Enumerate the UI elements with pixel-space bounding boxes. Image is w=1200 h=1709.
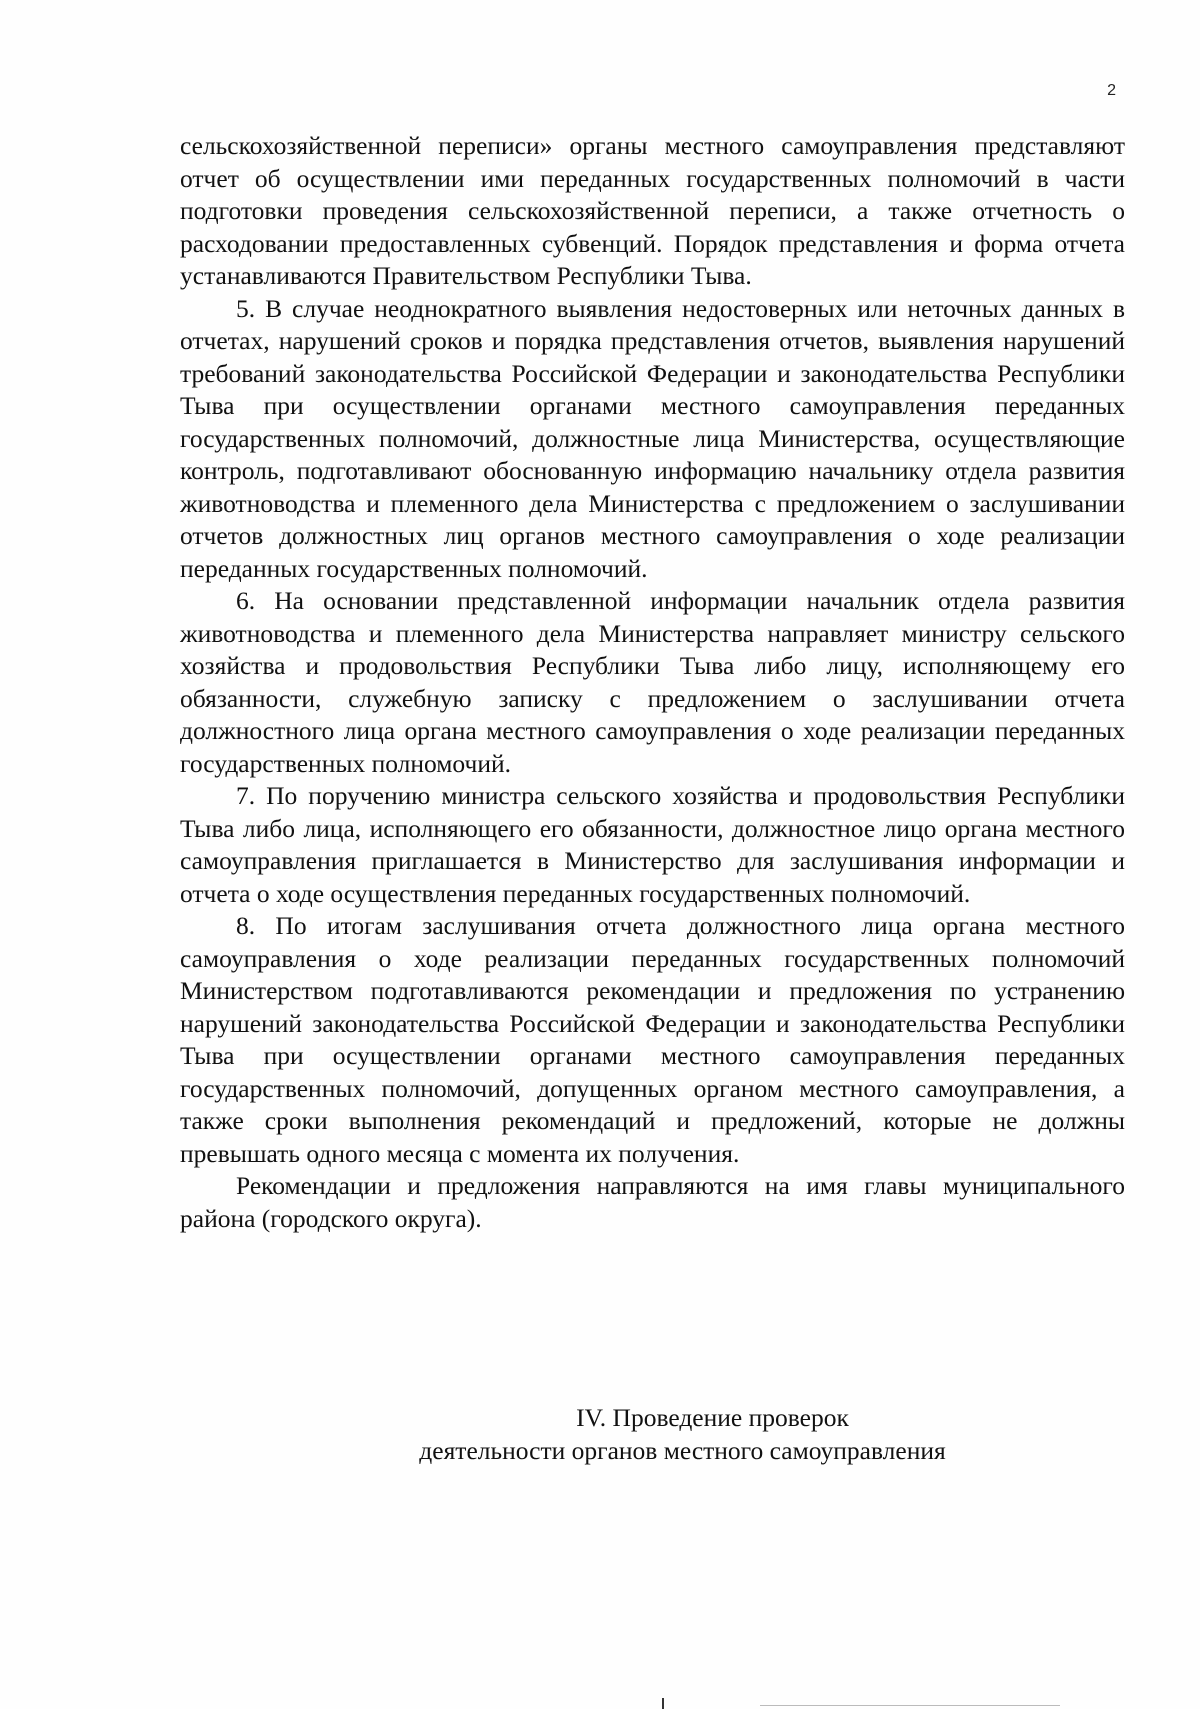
- paragraph-5: 5. В случае неоднократного выявления недостоверных или неточных данных в отчетах, нарушений сроков и порядка представления отчетов, выявления нарушений требований законодательства Российской Федерации и законодательства Республики Тыва при осуществлении органами местного самоуправления переданных государственных полномочий, должностные лица Министерства, осуществляющие контроль, подготавливают обоснованную информацию начальнику отдела развития животноводства и племенного дела Министерства с предложением о заслушивании отчетов должностных лиц органов местного самоуправления о ходе реализации переданных государственных полномочий.: [180, 293, 1125, 583]
- section-subtitle: деятельности органов местного самоуправления: [419, 1435, 946, 1465]
- paragraph-recommendations: Рекомендации и предложения направляются на имя главы муниципального района (городского округа).: [180, 1171, 1125, 1233]
- paragraph-6: 6. На основании представленной информации начальник отдела развития животноводства и племенного дела Министерства направляет министру сельского хозяйства и продовольствия Республики Тыва либо лицу, исполняющему его обязанности, служебную записку с предложением о заслушивании отчета должностного лица органа местного самоуправления о ходе реализации переданных государственных полномочий.: [180, 586, 1125, 778]
- paragraph-7: 7. По поручению министра сельского хозяйства и продовольствия Республики Тыва либо лица, исполняющего его обязанности, должностное лицо органа местного самоуправления приглашается в Министерство для заслушивания информации и отчета о ходе осуществления переданных государственных полномочий.: [180, 781, 1125, 908]
- scan-artifact-mark: [662, 1698, 664, 1709]
- document-body: [180, 130, 1125, 1235]
- page-number: 2: [1107, 82, 1116, 99]
- scan-artifact-line: [760, 1705, 1060, 1706]
- section-title: IV. Проведение проверок: [576, 1403, 849, 1432]
- section-heading: [180, 1402, 1125, 1467]
- paragraph-continuation: сельскохозяйственной переписи» органы местного самоуправления представляют отчет об осуществлении ими переданных государственных полномочий в части подготовки проведения сельскохозяйственной переписи, а также отчетность о расходовании предоставленных субвенций. Порядок представления и форма отчета устанавливаются Правительством Республики Тыва.: [180, 131, 1125, 290]
- paragraph-8: 8. По итогам заслушивания отчета должностного лица органа местного самоуправления о ходе реализации переданных государственных полномочий Министерством подготавливаются рекомендации и предложения по устранению нарушений законодательства Российской Федерации и законодательства Республики Тыва при осуществлении органами местного самоуправления переданных государственных полномочий, допущенных органом местного самоуправления, а также сроки выполнения рекомендаций и предложений, которые не должны превышать одного месяца с момента их получения.: [180, 911, 1125, 1168]
